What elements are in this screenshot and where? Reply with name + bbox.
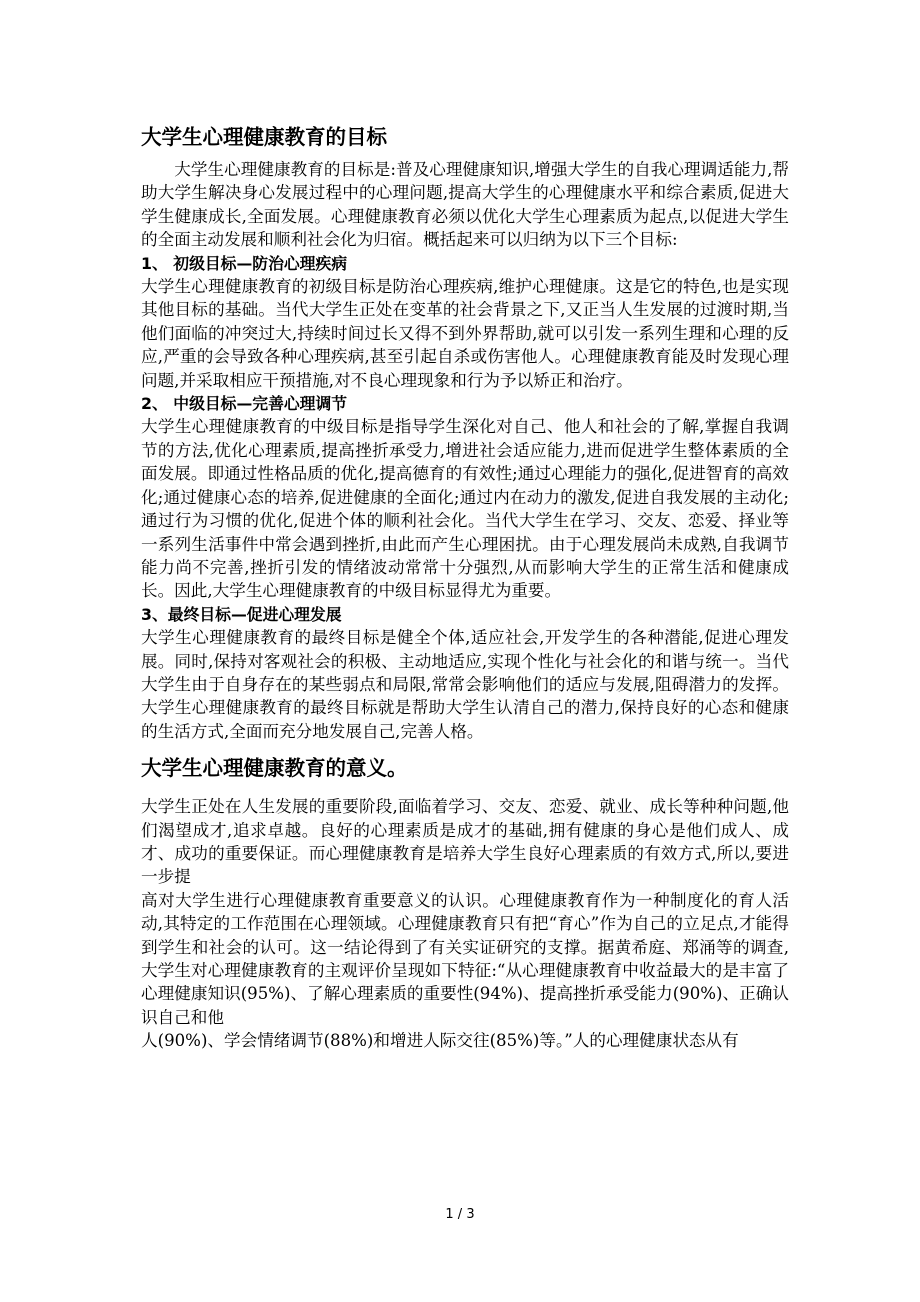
- significance-paragraph-2: 高对大学生进行心理健康教育重要意义的认识。心理健康教育作为一种制度化的育人活动,其特定的工作范围在心理领域。心理健康教育只有把“育心”作为自己的立足点,才能得到学生和社会的认可。这一结论得到了有关实证研究的支撑。据黄希庭、郑涌等的调查,大学生对心理健康教育的主观评价呈现如下特征:“从心理健康教育中收益最大的是丰富了心理健康知识(95%)、了解心理素质的重要性(94%)、提高挫折承受能力(90%)、正确认识自己和他: [141, 890, 789, 1027]
- goal-text-primary: 大学生心理健康教育的初级目标是防治心理疾病,维护心理健康。这是它的特色,也是实现其他目标的基础。当代大学生正处在变革的社会背景之下,又正当人生发展的过渡时期,当他们面临的冲突过大,持续时间过长又得不到外界帮助,就可以引发一系列生理和心理的反应,严重的会导致各种心理疾病,甚至引起自杀或伤害他人。心理健康教育能及时发现心理问题,并采取相应干预措施,对不良心理现象和行为予以矫正和治疗。: [141, 277, 789, 390]
- significance-paragraph-1: 大学生正处在人生发展的重要阶段,面临着学习、交友、恋爱、就业、成长等种种问题,他们渴望成才,追求卓越。良好的心理素质是成才的基础,拥有健康的身心是他们成人、成才、成功的重要保证。而心理健康教育是培养大学生良好心理素质的有效方式,所以,要进一步提: [141, 797, 789, 887]
- page-number: 1 / 3: [445, 1207, 475, 1222]
- goal-text-final: 大学生心理健康教育的最终目标是健全个体,适应社会,开发学生的各种潜能,促进心理发展。同时,保持对客观社会的积极、主动地适应,实现个性化与社会化的和谐与统一。当代大学生由于自身存在的某些弱点和局限,常常会影响他们的适应与发展,阻碍潜力的发挥。大学生心理健康教育的最终目标就是帮助大学生认清自己的潜力,保持良好的心态和健康的生活方式,全面而充分地发展自己,完善人格。: [141, 628, 789, 741]
- intro-paragraph: 大学生心理健康教育的目标是:普及心理健康知识,增强大学生的自我心理调适能力,帮助大学生解决身心发展过程中的心理问题,提高大学生的心理健康水平和综合素质,促进大学生健康成长,全面发展。心理健康教育必须以优化大学生心理素质为起点,以促进大学生的全面主动发展和顺利社会化为归宿。概括起来可以归纳为以下三个目标:: [141, 160, 789, 250]
- section-title-goals: 大学生心理健康教育的目标: [141, 125, 387, 149]
- goal-heading-final: 3、最终目标—促进心理发展: [141, 604, 342, 624]
- goal-heading-intermediate: 2、 中级目标—完善心理调节: [141, 394, 348, 414]
- significance-paragraph-3: 人(90%)、学会情绪调节(88%)和增进人际交往(85%)等。”人的心理健康状态从有: [141, 1031, 739, 1051]
- section-title-significance: 大学生心理健康教育的意义。: [141, 756, 408, 781]
- document-body: [141, 124, 789, 1053]
- goal-heading-primary: 1、 初级目标—防治心理疾病: [141, 253, 348, 273]
- goal-text-intermediate: 大学生心理健康教育的中级目标是指导学生深化对自己、他人和社会的了解,掌握自我调节的方法,优化心理素质,提高挫折承受力,增进社会适应能力,进而促进学生整体素质的全面发展。即通过性格品质的优化,提高德育的有效性;通过心理能力的强化,促进智育的高效化;通过健康心态的培养,促进健康的全面化;通过内在动力的激发,促进自我发展的主动化;通过行为习惯的优化,促进个体的顺利社会化。当代大学生在学习、交友、恋爱、择业等一系列生活事件中常会遇到挫折,由此而产生心理困扰。由于心理发展尚未成熟,自我调节能力尚不完善,挫折引发的情绪波动常常十分强烈,从而影响大学生的正常生活和健康成长。因此,大学生心理健康教育的中级目标显得尤为重要。: [141, 417, 789, 601]
